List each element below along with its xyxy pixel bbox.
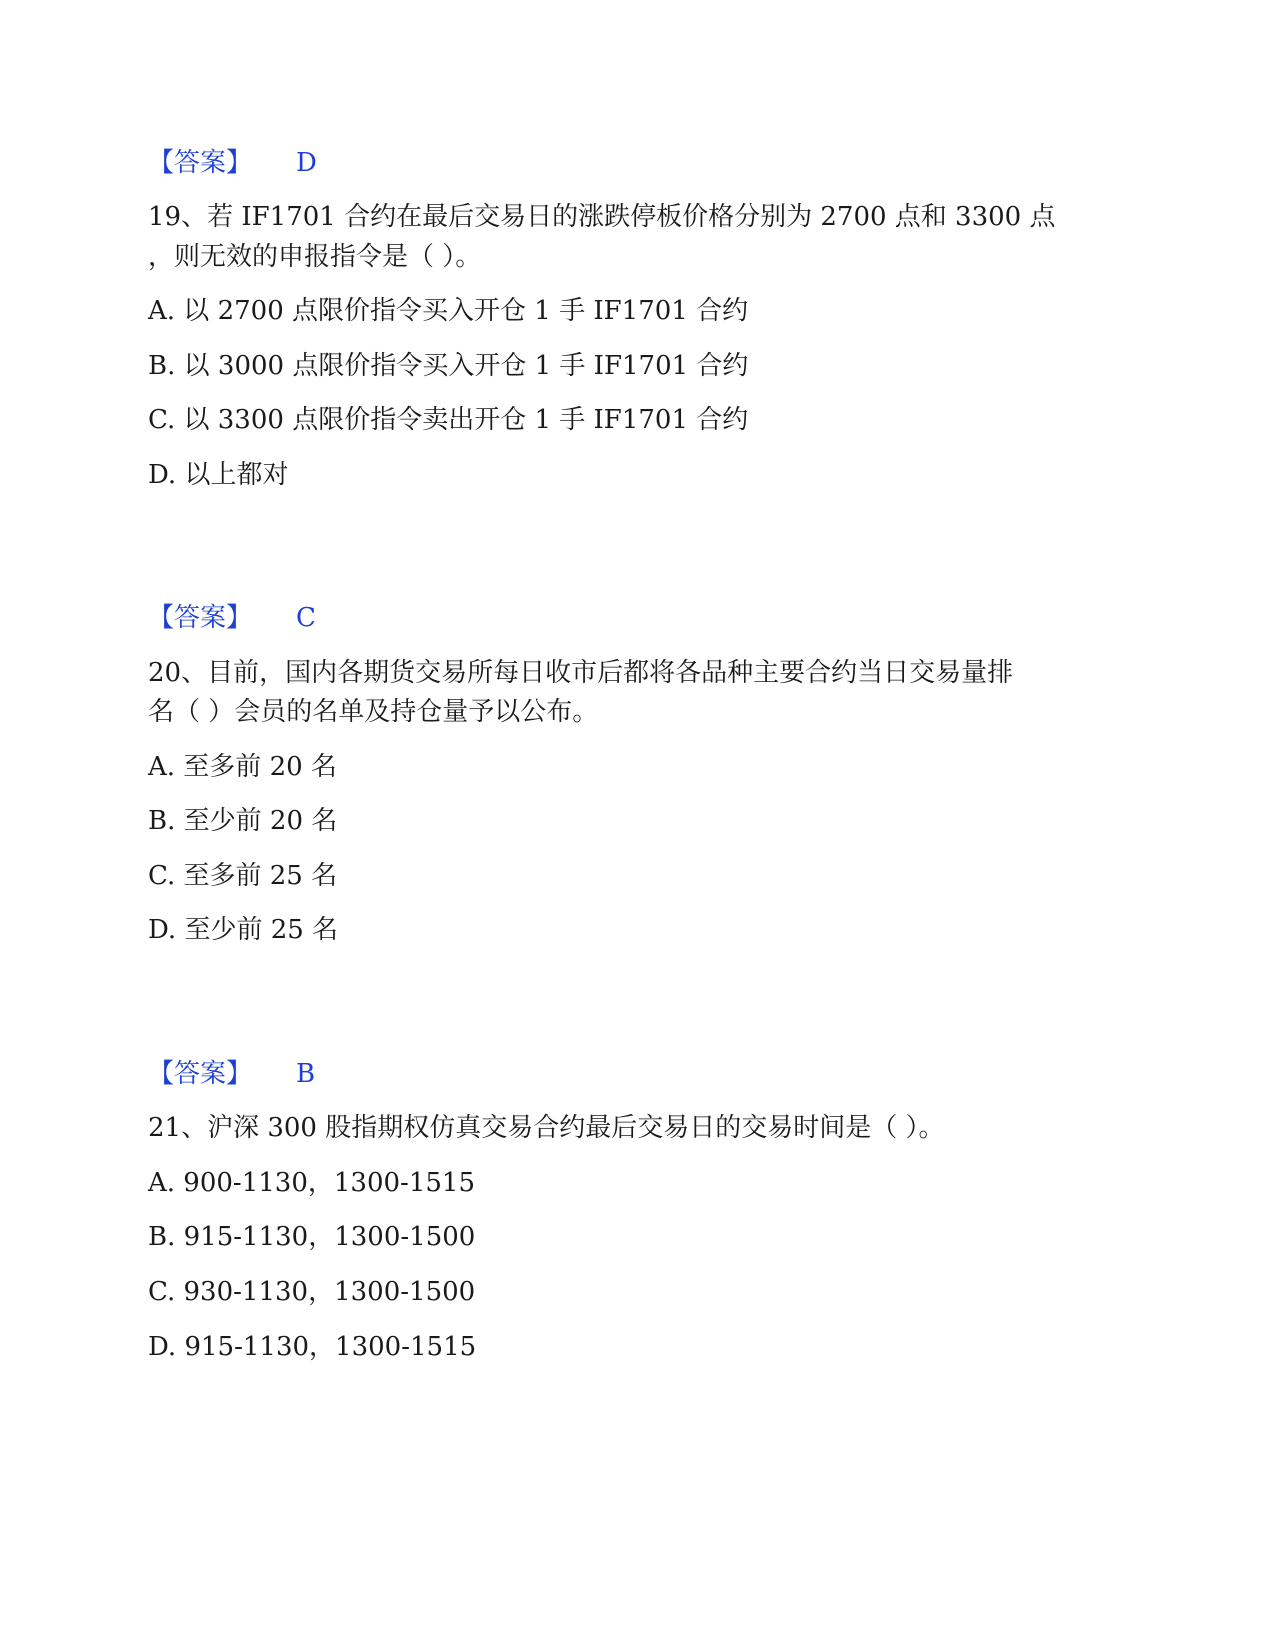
question-21-option-d: D. 915-1130，1300-1515 xyxy=(148,1332,477,1362)
answer-value: B xyxy=(296,1059,316,1089)
question-19-option-d: D. 以上都对 xyxy=(148,460,289,490)
question-20-option-d: D. 至少前 25 名 xyxy=(148,915,339,945)
question-20-stem-line-1: 20、目前，国内各期货交易所每日收市后都将各品种主要合约当日交易量排 xyxy=(148,658,1014,688)
question-21-option-a: A. 900-1130，1300-1515 xyxy=(148,1168,476,1198)
answer-label: 【答案】 xyxy=(148,603,253,633)
question-19-stem-line-1: 19、若 IF1701 合约在最后交易日的涨跌停板价格分别为 2700 点和 3300 点 xyxy=(148,202,1056,232)
answer-line-q19 xyxy=(148,601,316,635)
question-20-option-b: B. 至少前 20 名 xyxy=(148,806,338,836)
question-21-option-c: C. 930-1130，1300-1500 xyxy=(148,1277,476,1307)
question-21-option-b: B. 915-1130，1300-1500 xyxy=(148,1222,476,1252)
question-19-stem-line-2: ，则无效的申报指令是（ ）。 xyxy=(148,242,482,272)
answer-value: C xyxy=(296,603,316,633)
question-19-option-b: B. 以 3000 点限价指令买入开仓 1 手 IF1701 合约 xyxy=(148,351,749,381)
answer-label: 【答案】 xyxy=(148,148,253,178)
question-20-option-a: A. 至多前 20 名 xyxy=(148,752,337,782)
question-21-stem-line-1: 21、沪深 300 股指期权仿真交易合约最后交易日的交易时间是（ ）。 xyxy=(148,1113,945,1143)
question-20-option-c: C. 至多前 25 名 xyxy=(148,861,338,891)
question-19-option-a: A. 以 2700 点限价指令买入开仓 1 手 IF1701 合约 xyxy=(148,296,749,326)
question-19-option-c: C. 以 3300 点限价指令卖出开仓 1 手 IF1701 合约 xyxy=(148,405,749,435)
answer-line-q18 xyxy=(148,146,317,180)
answer-line-q20 xyxy=(148,1057,315,1091)
answer-label: 【答案】 xyxy=(148,1059,253,1089)
question-20-stem-line-2: 名（ ）会员的名单及持仓量予以公布。 xyxy=(148,697,599,727)
answer-value: D xyxy=(296,148,317,178)
